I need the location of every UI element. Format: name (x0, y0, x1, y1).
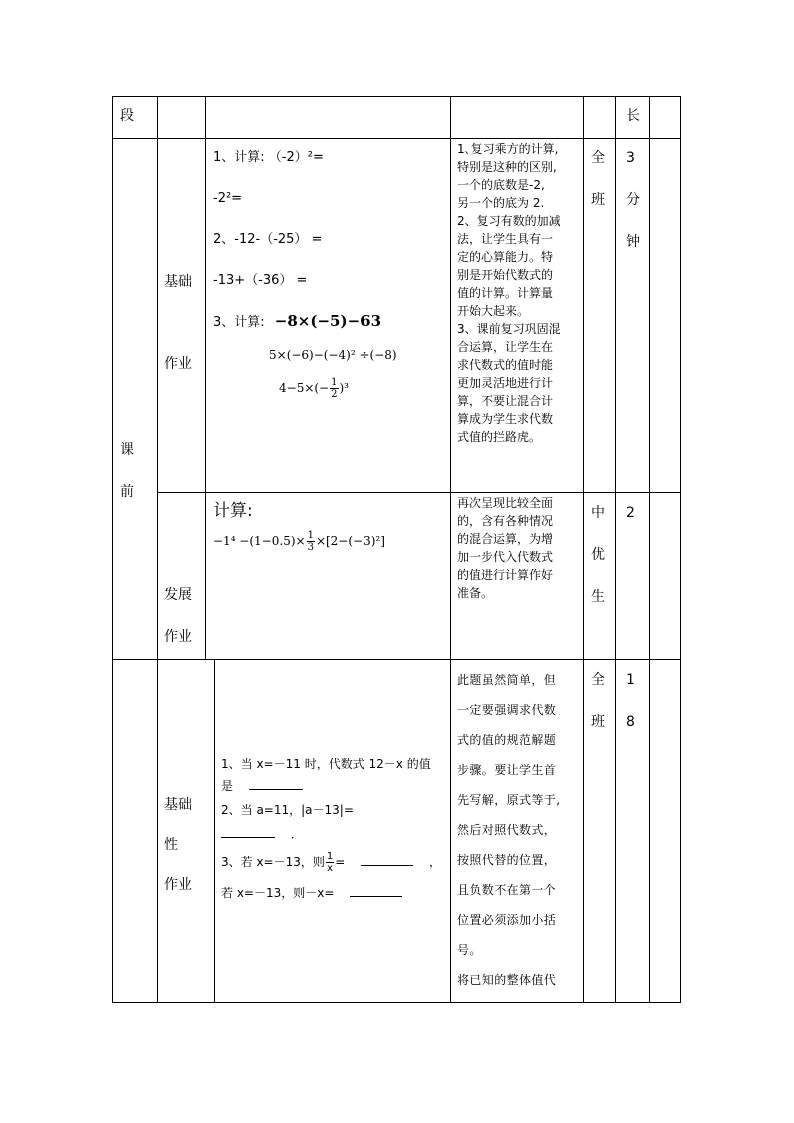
grid-line (680, 96, 681, 1003)
target-char: 中 (591, 505, 605, 521)
intent-line: 然后对照代数式， (457, 823, 557, 837)
grid-line (214, 659, 215, 1003)
row-label-line: 作业 (164, 356, 192, 372)
grid-line (112, 96, 681, 97)
intent-line: 的，含有各种情况 (457, 514, 554, 528)
intent-line: 的值进行计算作好 (457, 568, 554, 582)
time-char: 分 (626, 192, 640, 208)
intent-line: 步骤。要让学生首 (457, 763, 557, 777)
time-duration (626, 670, 635, 732)
intent-line: 再次呈现比较全面 (457, 496, 554, 510)
fraction-numerator: 1 (331, 377, 338, 388)
question-text: ． (290, 827, 303, 841)
intent-line: 位置必须添加小括 (457, 913, 557, 927)
time-char: 3 (626, 150, 635, 166)
target-char: 全 (591, 150, 605, 166)
grid-line (157, 492, 681, 493)
time-duration: 2 (626, 505, 635, 521)
problem-line: -2²= (213, 191, 243, 206)
row-label-line: 基础 (164, 797, 192, 813)
time-char: 1 (626, 672, 635, 688)
answer-blank (361, 864, 413, 866)
basic-homework-intent (457, 140, 581, 446)
fraction (307, 530, 315, 553)
question-line (221, 851, 447, 874)
time-duration (626, 148, 640, 252)
basic-type-homework-intent (457, 665, 581, 995)
intent-line: 按照代替的位置， (457, 853, 557, 867)
intent-line: 一定要强调求代数 (457, 703, 557, 717)
grid-line (112, 96, 113, 1003)
math-expression: 5×(−6)−(−4)² ÷(−8) (269, 348, 397, 362)
row-label-basic-type-homework (164, 795, 192, 895)
section-label-char: 前 (120, 484, 134, 500)
grid-line (649, 96, 650, 1003)
intent-line: 更加灵活地进行计 (457, 376, 554, 390)
target-char: 班 (591, 192, 605, 208)
row-label-line: 发展 (164, 587, 192, 603)
question-line (221, 825, 447, 843)
answer-blank (249, 788, 303, 790)
intent-line: 号。 (457, 943, 482, 957)
answer-blank (221, 836, 275, 838)
question-text: 若 x=－13，则－x= (221, 886, 335, 900)
development-homework-content (213, 500, 445, 553)
intent-line: 值的计算。计算量 (457, 286, 554, 300)
intent-line: 先写解，原式等于, (457, 793, 561, 807)
math-part: 4−5×(− (279, 381, 330, 395)
grid-line (157, 96, 158, 1003)
target-char: 班 (591, 714, 605, 730)
intent-line: 定的心算能力。特 (457, 250, 554, 264)
header-cell-stage: 段 (120, 108, 134, 124)
fraction-numerator: 1 (307, 530, 314, 541)
problem-line: -13+（-36） = (213, 273, 308, 288)
time-char: 8 (626, 714, 635, 730)
problem-line: 1、计算: （-2）²= (213, 150, 324, 165)
intent-line: 开始大起来。 (457, 304, 530, 318)
row-label-development-homework (164, 585, 192, 647)
intent-line: 将已知的整体值代 (457, 973, 557, 987)
intent-line: 式的值的规范解题 (457, 733, 557, 747)
grid-line (205, 96, 206, 660)
fraction (326, 851, 334, 874)
fraction-numerator: 1 (326, 851, 334, 862)
time-char: 钟 (626, 234, 640, 250)
math-part: ×[2−(−3)²] (315, 534, 385, 548)
intent-line: 另一个的底为 2. (457, 196, 545, 210)
row-label-line: 作业 (164, 629, 192, 645)
fraction-denominator: 2 (331, 389, 338, 400)
question-text: ， (428, 855, 441, 869)
intent-line: 特别是这种的区别, (457, 160, 557, 174)
math-expression (213, 530, 445, 553)
basic-homework-content (213, 148, 445, 400)
target-students-advanced (591, 503, 605, 607)
development-homework-intent (457, 494, 581, 602)
target-char: 生 (591, 589, 605, 605)
question-line (221, 884, 447, 902)
math-part: )³ (339, 381, 349, 395)
target-char: 全 (591, 672, 605, 688)
question-text: 是 (221, 779, 234, 793)
row-label-line: 性 (164, 837, 178, 853)
intent-line: 2、复习有数的加减 (457, 214, 561, 228)
grid-line (450, 96, 451, 1003)
grid-line (583, 96, 584, 1003)
grid-line (112, 138, 681, 139)
question-text: 3、若 x=－13，则 (221, 855, 325, 869)
fraction-denominator: 3 (307, 542, 314, 553)
intent-line: 加一步代入代数式 (457, 550, 554, 564)
row-label-line: 作业 (164, 877, 192, 893)
section-label-char: 课 (120, 442, 134, 458)
target-students-all (591, 148, 605, 210)
intent-line: 法，让学生具有一 (457, 232, 554, 246)
intent-line: 一个的底数是-2, (457, 178, 545, 192)
problem-line: 2、-12-（-25） = (213, 232, 323, 247)
math-expression (279, 377, 445, 400)
intent-line: 算成为学生求代数 (457, 412, 554, 426)
intent-line: 3、课前复习巩固混 (457, 322, 561, 336)
math-part: −1⁴ −(1−0.5)× (213, 534, 306, 548)
intent-line: 1､复习乘方的计算, (457, 142, 559, 156)
intent-line: 准备。 (457, 586, 494, 600)
intent-line: 合运算，让学生在 (457, 340, 554, 354)
target-students-all (591, 670, 605, 732)
section-label-pre-class (120, 440, 134, 502)
fraction-denominator: x (327, 863, 334, 874)
question-line (221, 777, 447, 795)
question-line: 2、当 a=11，|a－13|= (221, 803, 354, 817)
problem-line (213, 311, 445, 333)
intent-line: 式值的拦路虎。 (457, 430, 542, 444)
question-text: = (335, 855, 346, 869)
basic-type-homework-content (221, 755, 447, 902)
answer-blank (350, 895, 402, 897)
grid-line (615, 96, 616, 1003)
intent-line: 算，不要让混合计 (457, 394, 554, 408)
fraction (330, 377, 338, 400)
intent-line: 的混合运算，为增 (457, 532, 554, 546)
row-label-line: 基础 (164, 274, 192, 290)
intent-line: 别是开始代数式的 (457, 268, 554, 282)
intent-line: 求代数式的值时能 (457, 358, 554, 372)
problem-title: 计算: (213, 501, 253, 521)
header-cell-duration: 长 (626, 108, 640, 124)
problem-prefix: 3、计算: (213, 315, 265, 330)
grid-line (112, 659, 681, 660)
intent-line: 且负数不在第一个 (457, 883, 557, 897)
math-expression: −8×(−5)−63 (274, 312, 382, 330)
question-line: 1、当 x=－11 时，代数式 12－x 的值 (221, 757, 431, 771)
target-char: 优 (591, 547, 605, 563)
row-label-basic-homework (164, 272, 192, 374)
intent-line: 此题虽然简单，但 (457, 673, 557, 687)
grid-line (112, 1002, 681, 1003)
